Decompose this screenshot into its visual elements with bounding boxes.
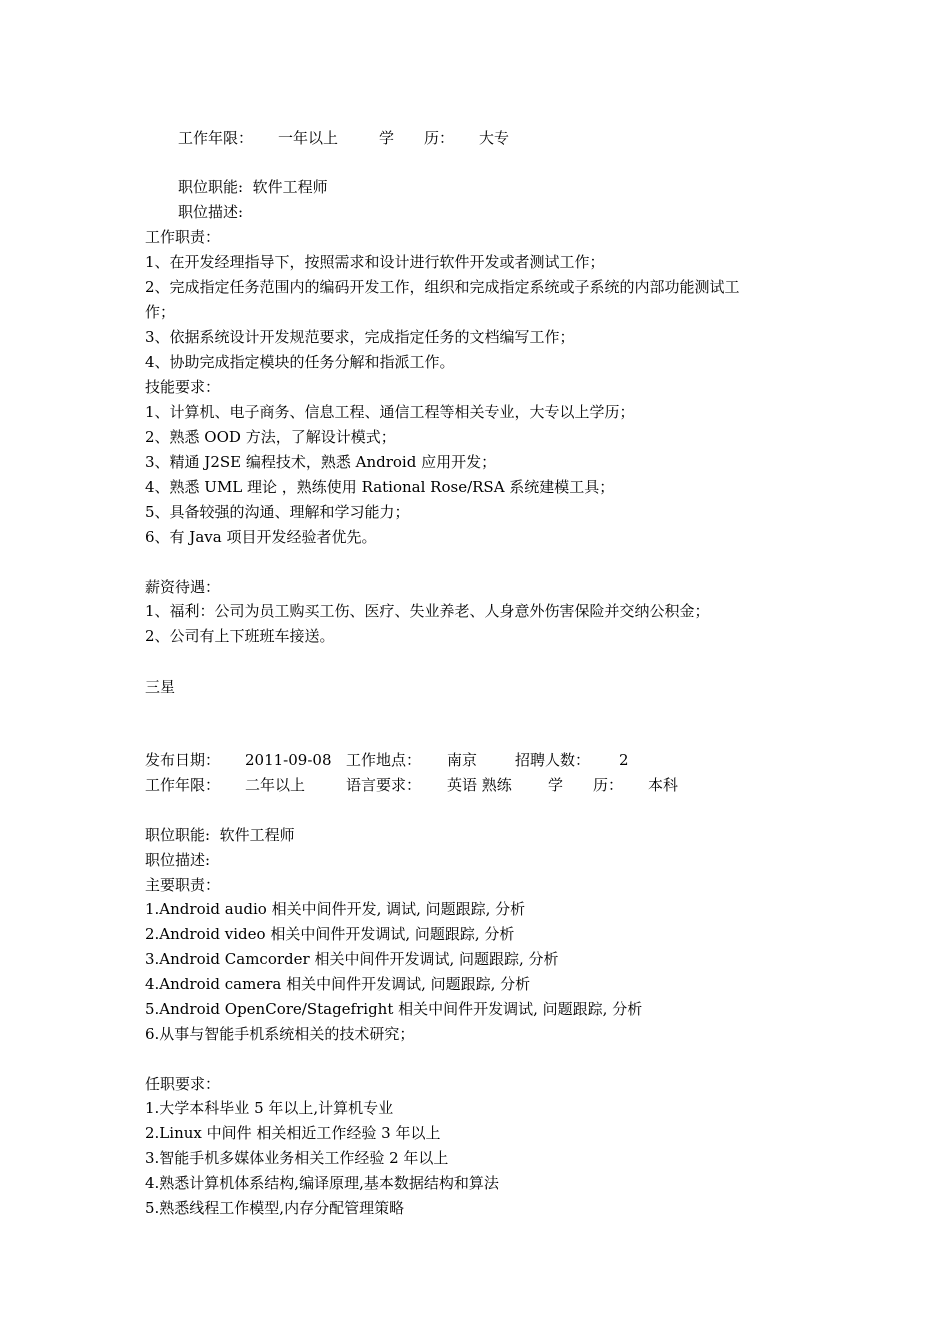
education-value: 大专 (479, 129, 510, 147)
headcount-label: 招聘人数： (515, 751, 591, 769)
duties-title: 主要职责： (145, 876, 221, 894)
location-label: 工作地点： (346, 751, 422, 769)
years-label: 工作年限： (178, 129, 254, 147)
skill-item: 1、计算机、电子商务、信息工程、通信工程等相关专业，大专以上学历； (145, 403, 635, 421)
years-value: 一年以上 (278, 129, 339, 147)
duty-item: 2.Android video 相关中间件开发调试, 问题跟踪, 分析 (145, 925, 515, 943)
duty-item: 4.Android camera 相关中间件开发调试, 问题跟踪, 分析 (145, 975, 531, 993)
language-label: 语言要求： (346, 776, 422, 794)
duty-item: 3.Android Camcorder 相关中间件开发调试, 问题跟踪, 分析 (145, 950, 559, 968)
duty-item: 4、协助完成指定模块的任务分解和指派工作。 (145, 353, 455, 371)
requirement-item: 4.熟悉计算机体系结构,编译原理,基本数据结构和算法 (145, 1174, 499, 1192)
job-function-row (178, 175, 328, 199)
function-value: 软件工程师 (219, 826, 295, 844)
requirement-item: 2.Linux 中间件 相关相近工作经验 3 年以上 (145, 1124, 441, 1142)
requirements-title: 任职要求： (145, 1075, 221, 1093)
job-meta-row-1 (145, 748, 629, 772)
duties-title: 工作职责： (145, 228, 221, 246)
requirement-item: 1.大学本科毕业 5 年以上,计算机专业 (145, 1099, 394, 1117)
education-label: 学 历： (548, 776, 624, 794)
job-meta-row (178, 126, 509, 150)
company-name: 三星 (145, 678, 176, 696)
duty-item: 2、完成指定任务范围内的编码开发工作，组织和完成指定系统或子系统的内部功能测试工 (145, 278, 740, 296)
duty-item: 3、依据系统设计开发规范要求，完成指定任务的文档编写工作； (145, 328, 575, 346)
skill-item: 5、具备较强的沟通、理解和学习能力； (145, 503, 410, 521)
skills-title: 技能要求： (145, 378, 221, 396)
salary-title: 薪资待遇： (145, 578, 221, 596)
requirement-item: 3.智能手机多媒体业务相关工作经验 2 年以上 (145, 1149, 449, 1167)
skill-item: 3、精通 J2SE 编程技术，熟悉 Android 应用开发； (145, 453, 497, 471)
job-meta-row-2 (145, 773, 678, 797)
language-value: 英语 熟练 (447, 776, 512, 794)
location-value: 南京 (447, 751, 478, 769)
function-label: 职位职能: (145, 826, 211, 844)
salary-item: 1、福利：公司为员工购买工伤、医疗、失业养老、人身意外伤害保险并交纳公积金； (145, 602, 710, 620)
headcount-value: 2 (619, 751, 629, 769)
job-description-label: 职位描述: (178, 203, 244, 221)
skill-item: 4、熟悉 UML 理论 ，熟练使用 Rational Rose/RSA 系统建模工具； (145, 478, 615, 496)
years-value: 二年以上 (245, 776, 306, 794)
duty-item-continued: 作； (145, 303, 176, 321)
years-label: 工作年限： (145, 776, 221, 794)
salary-item: 2、公司有上下班班车接送。 (145, 627, 335, 645)
requirement-item: 5.熟悉线程工作模型,内存分配管理策略 (145, 1199, 405, 1217)
date-label: 发布日期： (145, 751, 221, 769)
duty-item: 5.Android OpenCore/Stagefright 相关中间件开发调试, 问题跟踪, 分析 (145, 1000, 643, 1018)
job-description-label: 职位描述: (145, 851, 211, 869)
duty-item: 1、在开发经理指导下，按照需求和设计进行软件开发或者测试工作； (145, 253, 605, 271)
skill-item: 2、熟悉 OOD 方法，了解设计模式； (145, 428, 396, 446)
function-value: 软件工程师 (252, 178, 328, 196)
duty-item: 1.Android audio 相关中间件开发, 调试, 问题跟踪, 分析 (145, 900, 526, 918)
duty-item: 6.从事与智能手机系统相关的技术研究； (145, 1025, 415, 1043)
function-label: 职位职能: (178, 178, 244, 196)
job-function-row (145, 823, 295, 847)
skill-item: 6、有 Java 项目开发经验者优先。 (145, 528, 377, 546)
education-value: 本科 (648, 776, 679, 794)
date-value: 2011-09-08 (245, 751, 332, 769)
education-label: 学 历： (379, 129, 455, 147)
